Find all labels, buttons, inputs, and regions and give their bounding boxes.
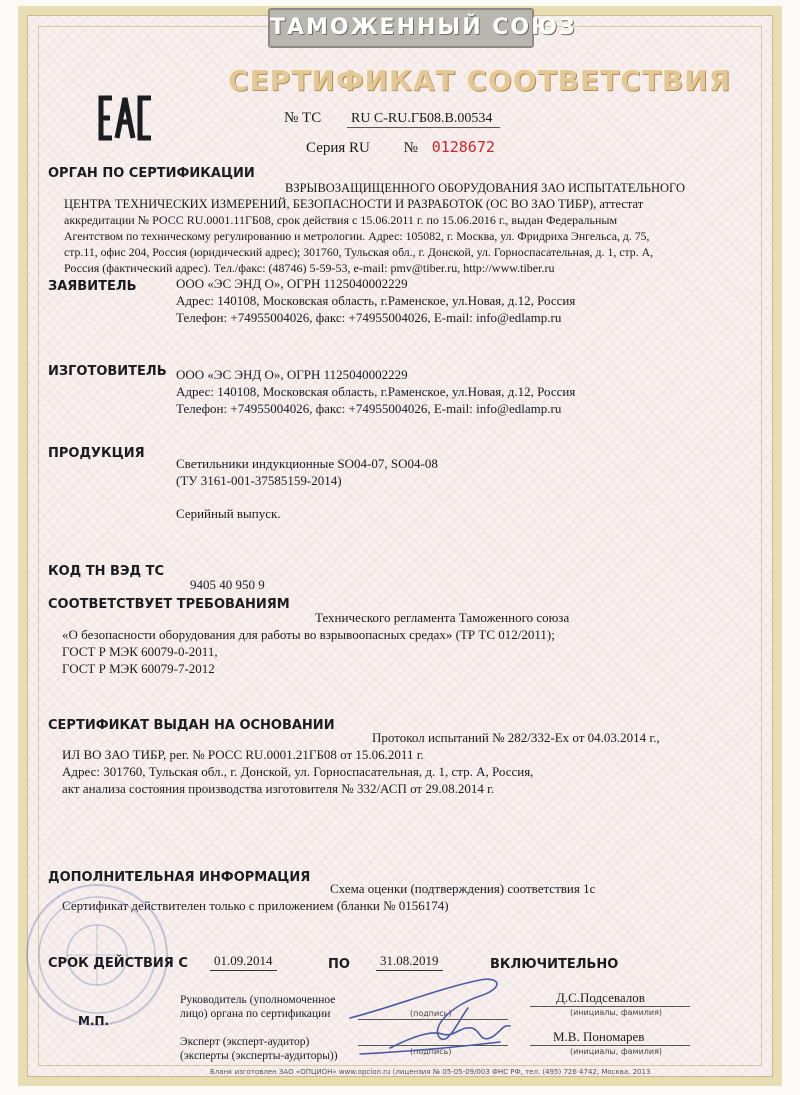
requirements-line4: ГОСТ Р МЭК 60079-7-2012: [62, 661, 215, 676]
cert-body-line3: аккредитации № РОСС RU.0001.11ГБ08, срок действия с 15.06.2011 г. по 15.06.2016 г., выдан Федеральным: [64, 213, 618, 227]
product-spec: (ТУ 3161-001-37585159-2014): [176, 473, 342, 488]
hs-code-label: КОД ТН ВЭД ТС: [48, 564, 165, 579]
certificate-number: [284, 110, 500, 127]
series-number-label: №: [403, 140, 418, 156]
validity-inclusive: ВКЛЮЧИТЕЛЬНО: [490, 957, 619, 972]
blank-footer-note: Бланк изготовлен ЗАО «ОПЦИОН» www.opcion.ru (лицензия № 05-05-09/003 ФНС РФ, тел. (495) 726 4742, Москва, 2013: [210, 1068, 651, 1076]
product-name: Светильники индукционные SO04-07, SO04-08: [176, 456, 438, 471]
eac-logo: [98, 92, 154, 149]
number-label: № ТС: [284, 110, 322, 126]
manufacturer-contacts: Телефон: +74955004026, факс: +74955004026, E-mail: info@edlamp.ru: [176, 401, 562, 416]
additional-line1: Схема оценки (подтверждения) соответствия 1с: [330, 881, 596, 896]
basis-label: СЕРТИФИКАТ ВЫДАН НА ОСНОВАНИИ: [48, 718, 335, 733]
head-signature-caption: (подпись): [410, 1009, 452, 1018]
seal-place-label: М.П.: [78, 1014, 110, 1028]
expert-name: М.В. Пономарев: [553, 1029, 645, 1044]
validity-to: 31.08.2019: [376, 953, 443, 971]
basis-line3: Адрес: 301760, Тульская обл., г. Донской, ул. Горноспасательная, д. 1, стр. А, Россия,: [62, 764, 534, 779]
signature-scribble-icon: [330, 968, 530, 1068]
series-label: Серия RU: [306, 140, 370, 156]
certification-body-label: ОРГАН ПО СЕРТИФИКАЦИИ: [48, 166, 255, 181]
applicant-label: ЗАЯВИТЕЛЬ: [48, 279, 137, 294]
cert-body-line5: стр.11, офис 204, Россия (юридический адрес); 301760, Тульская обл., г. Донской, ул. Горноспасательная, д. 1, стр. А,: [64, 245, 654, 259]
additional-info-label: ДОПОЛНИТЕЛЬНАЯ ИНФОРМАЦИЯ: [48, 870, 311, 885]
cert-body-line6: Россия (фактический адрес). Тел./факс: (48746) 5-59-53, e-mail: pmv@tiber.ru, http://www.tiber.ru: [64, 261, 555, 275]
requirements-line1: Технического регламента Таможенного союза: [315, 610, 570, 625]
validity-label: СРОК ДЕЙСТВИЯ С: [48, 956, 188, 971]
number-value: RU C-RU.ГБ08.В.00534: [347, 111, 500, 128]
manufacturer-address: Адрес: 140108, Московская область, г.Раменское, ул.Новая, д.12, Россия: [176, 384, 576, 399]
applicant-address: Адрес: 140108, Московская область, г.Раменское, ул.Новая, д.12, Россия: [176, 293, 576, 308]
series-number: 0128672: [431, 138, 495, 156]
basis-line4: акт анализа состояния производства изготовителя № 332/АСП от 29.08.2014 г.: [62, 781, 495, 796]
certificate-title: СЕРТИФИКАТ СООТВЕТСТВИЯ: [228, 64, 732, 97]
product-release: Серийный выпуск.: [176, 506, 281, 521]
product-label: ПРОДУКЦИЯ: [48, 446, 145, 461]
validity-to-label: ПО: [328, 957, 350, 972]
requirements-line2: «О безопасности оборудования для работы во взрывоопасных средах» (ТР ТС 012/2011);: [62, 627, 555, 642]
expert-initials-caption: (инициалы, фамилия): [570, 1047, 663, 1056]
additional-line2: Сертификат действителен только с приложением (бланки № 0156174): [62, 898, 449, 913]
cert-body-line2: ЦЕНТРА ТЕХНИЧЕСКИХ ИЗМЕРЕНИЙ, БЕЗОПАСНОСТИ И РАЗРАБОТОК (ОС ВО ЗАО ТИБР), аттестат: [64, 197, 644, 211]
manufacturer-label: ИЗГОТОВИТЕЛЬ: [48, 364, 167, 379]
series-row: [306, 138, 495, 157]
expert-title-line2: (эксперты (эксперты-аудиторы)): [180, 1050, 338, 1062]
expert-signature-caption: (подпись): [410, 1047, 452, 1056]
hs-code-value: 9405 40 950 9: [190, 577, 265, 592]
applicant-contacts: Телефон: +74955004026, факс: +74955004026, E-mail: info@edlamp.ru: [176, 310, 562, 325]
expert-title-line1: Эксперт (эксперт-аудитор): [180, 1036, 310, 1048]
head-initials-caption: (инициалы, фамилия): [570, 1008, 663, 1017]
head-name: Д.С.Подсевалов: [556, 990, 645, 1005]
head-title-line1: Руководитель (уполномоченное: [180, 994, 336, 1006]
applicant-name: ООО «ЭС ЭНД О», ОГРН 1125040002229: [176, 276, 408, 291]
basis-line2: ИЛ ВО ЗАО ТИБР, рег. № РОСС RU.0001.21ГБ08 от 15.06.2011 г.: [62, 747, 424, 762]
validity-from: 01.09.2014: [210, 953, 277, 971]
eac-mark-text: EAC: [98, 92, 100, 93]
manufacturer-name: ООО «ЭС ЭНД О», ОГРН 1125040002229: [176, 367, 408, 382]
customs-union-banner: ТАМОЖЕННЫЙ СОЮЗ: [268, 8, 534, 48]
head-title-line2: лицо) органа по сертификации: [180, 1008, 331, 1020]
requirements-line3: ГОСТ Р МЭК 60079-0-2011,: [62, 644, 218, 659]
cert-body-line4: Агентством по техническому регулированию и метрологии. Адрес: 105082, г. Москва, ул. Фридриха Энгельса, д. 75,: [64, 229, 650, 243]
head-name-line: [530, 1006, 690, 1007]
cert-body-line1: ВЗРЫВОЗАЩИЩЕННОГО ОБОРУДОВАНИЯ ЗАО ИСПЫТАТЕЛЬНОГО: [285, 181, 685, 195]
expert-name-line: [530, 1045, 690, 1046]
basis-line1: Протокол испытаний № 282/332-Ex от 04.03.2014 г.,: [372, 730, 660, 745]
requirements-label: СООТВЕТСТВУЕТ ТРЕБОВАНИЯМ: [48, 597, 290, 612]
